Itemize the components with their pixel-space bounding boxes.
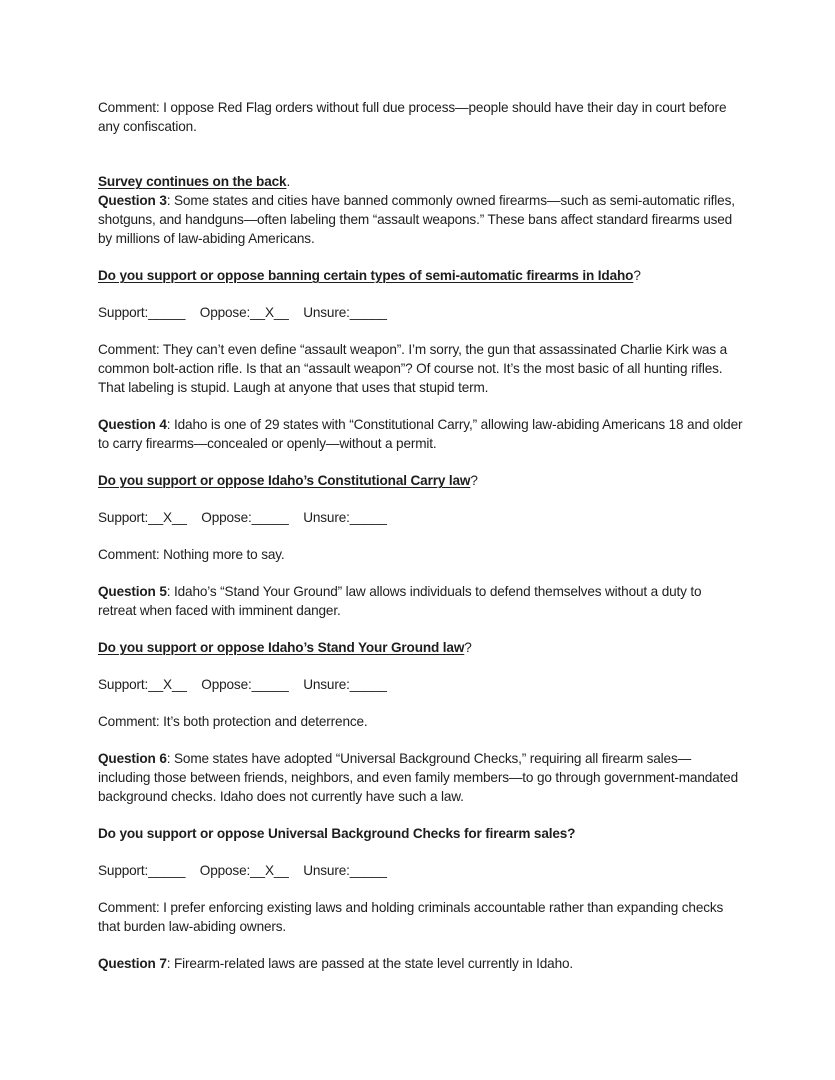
question-4-label: Question 4 [98, 417, 167, 432]
oppose-label: Oppose: [199, 305, 251, 320]
question-4 [98, 415, 743, 453]
question-6 [98, 749, 743, 806]
question-6-oppose-mark[interactable]: __X__ [250, 863, 289, 878]
question-4-prompt [98, 471, 743, 490]
question-6-label: Question 6 [98, 751, 167, 766]
question-7-label: Question 7 [98, 956, 167, 971]
question-6-answers [98, 861, 743, 880]
support-label: Support: [98, 677, 149, 692]
question-5-prompt [98, 638, 743, 657]
question-5-support-mark[interactable]: __X__ [148, 677, 187, 692]
support-label: Support: [98, 863, 149, 878]
question-6-prompt [98, 824, 743, 843]
question-3 [98, 191, 743, 248]
unsure-label: Unsure: [303, 863, 350, 878]
question-5-prompt-text: Do you support or oppose Idaho’s Stand Your Ground law [98, 640, 465, 655]
question-3-unsure-mark[interactable]: _____ [349, 305, 387, 320]
question-3-label: Question 3 [98, 193, 167, 208]
question-3-support-mark[interactable]: _____ [148, 305, 186, 320]
question-5-comment: Comment: It’s both protection and deterrence. [98, 714, 368, 729]
question-6-text: : Some states have adopted “Universal Background Checks,” requiring all firearm sales—including those between friends, neighbors, and even family members—to go through government-mandated background checks. Idaho does not currently have such a law. [98, 751, 738, 804]
continues-note [98, 172, 743, 191]
question-3-text: : Some states and cities have banned commonly owned firearms—such as semi-automatic rifles, shotguns, and handguns—often labeling them “assault weapons.” These bans affect standard firearms used by millions of law-abiding Americans. [98, 193, 735, 246]
question-5-label: Question 5 [98, 584, 167, 599]
question-5-answers [98, 675, 743, 694]
question-3-prompt-suffix: ? [633, 268, 641, 283]
question-7-text: : Firearm-related laws are passed at the state level currently in Idaho. [166, 956, 574, 971]
unsure-label: Unsure: [303, 305, 350, 320]
question-4-answers [98, 508, 743, 527]
question-5 [98, 582, 743, 620]
spacer [98, 136, 743, 172]
survey-page [98, 98, 743, 973]
question-6-support-mark[interactable]: _____ [148, 863, 186, 878]
question-5-prompt-suffix: ? [464, 640, 472, 655]
question-6-unsure-mark[interactable]: _____ [349, 863, 387, 878]
question-3-comment: Comment: They can’t even define “assault weapon”. I’m sorry, the gun that assassinated Charlie Kirk was a common bolt-action rifle. Is that an “assault weapon”? Of course not. It’s the most basic of all hunting rifles. That labeling is stupid. Laugh at anyone that uses that stupid term. [98, 342, 728, 395]
question-4-oppose-mark[interactable]: _____ [251, 510, 289, 525]
support-label: Support: [98, 510, 149, 525]
question-4-comment: Comment: Nothing more to say. [98, 547, 285, 562]
continues-note-period: . [286, 174, 291, 189]
question-6-prompt-text: Do you support or oppose Universal Background Checks for firearm sales? [98, 826, 576, 841]
question-4-prompt-text: Do you support or oppose Idaho’s Constitutional Carry law [98, 473, 471, 488]
unsure-label: Unsure: [303, 677, 350, 692]
question-7 [98, 954, 743, 973]
question-4-support-mark[interactable]: __X__ [148, 510, 187, 525]
question-3-oppose-mark[interactable]: __X__ [250, 305, 289, 320]
unsure-label: Unsure: [303, 510, 350, 525]
question-4-text: : Idaho is one of 29 states with “Constitutional Carry,” allowing law-abiding Americans 18 and older to carry firearms—concealed or openly—without a permit. [98, 417, 743, 451]
question-4-prompt-suffix: ? [470, 473, 478, 488]
question-4-unsure-mark[interactable]: _____ [349, 510, 387, 525]
oppose-label: Oppose: [199, 863, 251, 878]
question-3-answers [98, 303, 743, 322]
question-3-prompt-text: Do you support or oppose banning certain types of semi-automatic firearms in Idaho [98, 268, 634, 283]
question-3-prompt [98, 266, 743, 285]
question-6-comment: Comment: I prefer enforcing existing laws and holding criminals accountable rather than expanding checks that burden law-abiding owners. [98, 900, 724, 934]
continues-note-text: Survey continues on the back [98, 174, 287, 189]
red-flag-comment: Comment: I oppose Red Flag orders without full due process—people should have their day in court before any confiscation. [98, 100, 727, 134]
oppose-label: Oppose: [201, 510, 252, 525]
question-5-unsure-mark[interactable]: _____ [349, 677, 387, 692]
oppose-label: Oppose: [201, 677, 252, 692]
question-5-oppose-mark[interactable]: _____ [251, 677, 289, 692]
support-label: Support: [98, 305, 149, 320]
question-5-text: : Idaho’s “Stand Your Ground” law allows individuals to defend themselves without a duty to retreat when faced with imminent danger. [98, 584, 702, 618]
